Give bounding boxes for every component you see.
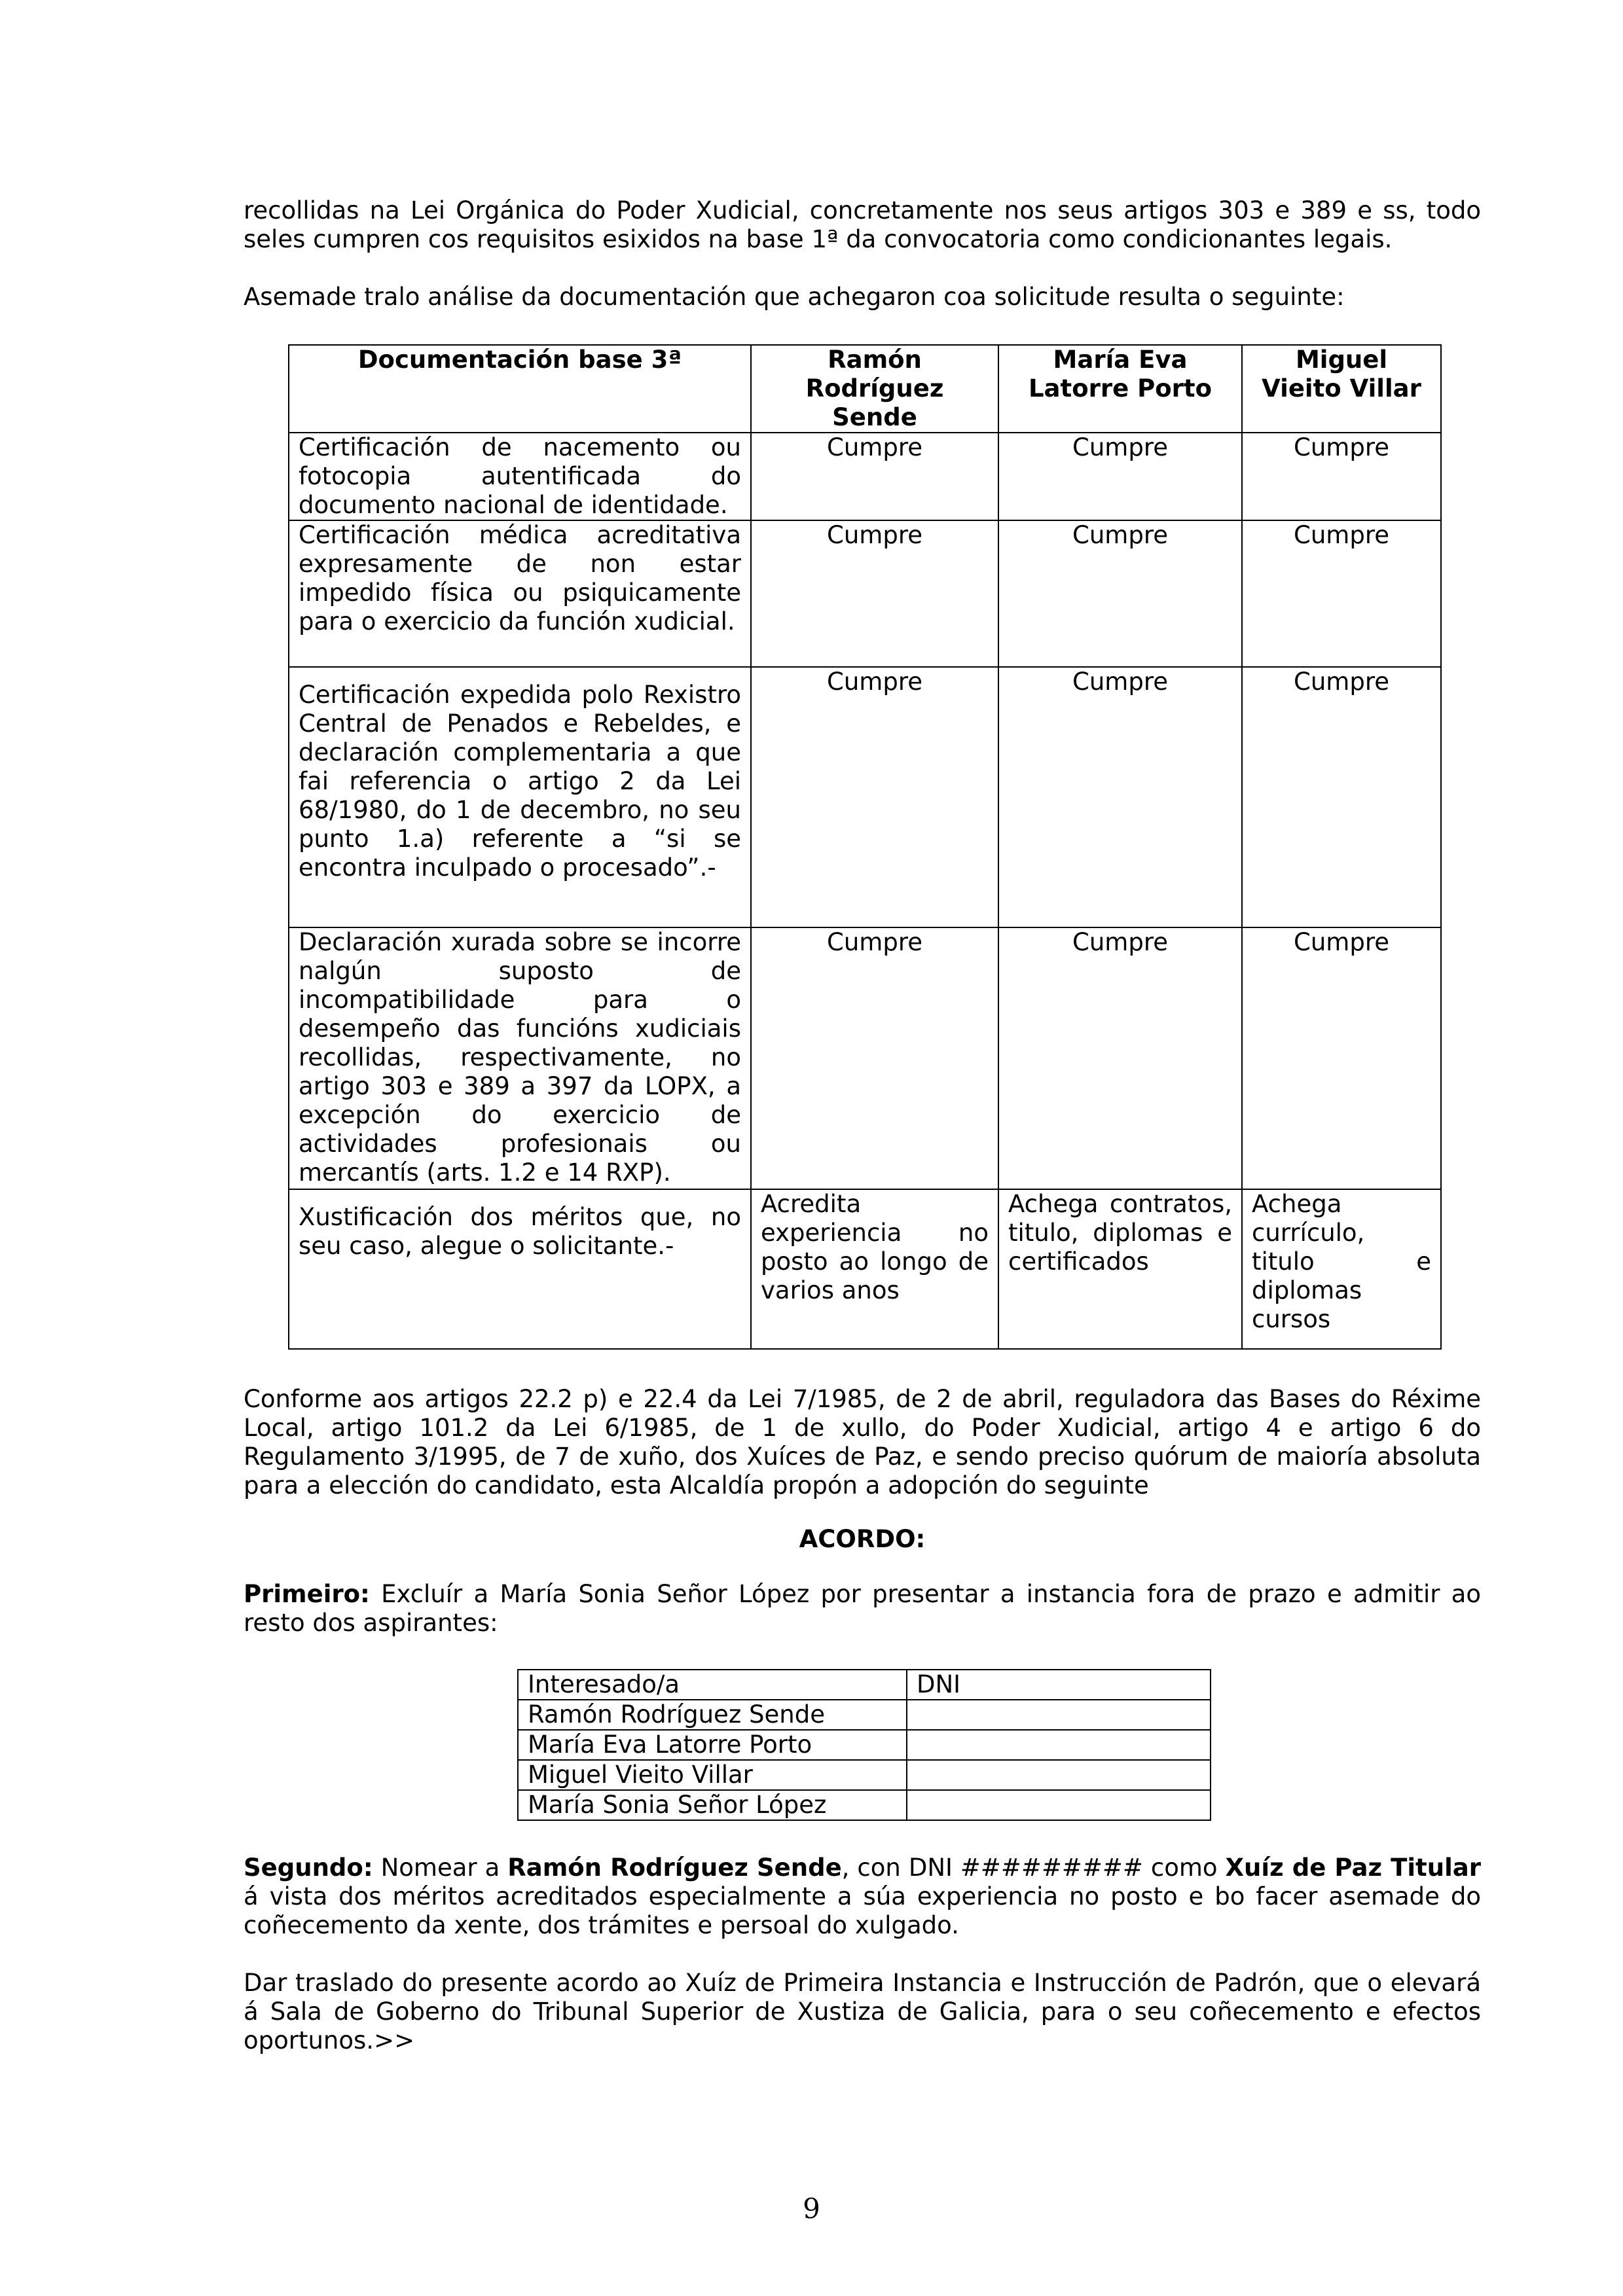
table-row [289,433,1441,520]
table-header-row [518,1670,1211,1700]
header-dni: DNI [907,1670,1211,1700]
status-cell: Cumpre [1242,433,1441,520]
header-candidate-3: Miguel Vieito Villar [1242,345,1441,433]
appointee-role: Xuíz de Paz Titular [1225,1854,1481,1882]
applicant-name: Ramón Rodríguez Sende [518,1700,907,1730]
applicant-name: Miguel Vieito Villar [518,1760,907,1790]
primeiro-label: Primeiro: [244,1580,370,1608]
table-row [289,667,1441,927]
merit-cell: Acredita experiencia no posto ao longo de varios anos [751,1189,998,1349]
documentation-table [288,344,1442,1350]
table-row [518,1790,1211,1820]
page-number: 9 [803,2193,820,2225]
table-row [518,1700,1211,1730]
segundo-paragraph [244,1854,1481,1940]
applicant-name: María Eva Latorre Porto [518,1730,907,1760]
analysis-paragraph: Asemade tralo análise da documentación que achegaron coa solicitude resulta o seguinte: [244,283,1345,311]
header-candidate-1: Ramón Rodríguez Sende [751,345,998,433]
doc-cell: Certificación de nacemento ou fotocopia autentificada do documento nacional de identidade. [289,433,751,520]
status-cell: Cumpre [998,433,1242,520]
acordo-heading: ACORDO: [799,1525,926,1553]
doc-cell: Certificación expedida polo Rexistro Central de Penados e Rebeldes, e declaración complementaria a que fai referencia o artigo 2 da Lei 68/1980, do 1 de decembro, no seu punto 1.a) referente a “si se encontra inculpado o procesado”.- [289,667,751,927]
doc-cell: Certificación médica acreditativa expresamente de non estar impedido física ou psiquicamente para o exercicio da función xudicial. [289,520,751,667]
primeiro-text: Excluír a María Sonia Señor López por presentar a instancia fora de prazo e admitir ao resto dos aspirantes: [244,1580,1481,1637]
applicant-dni [907,1730,1211,1760]
segundo-label: Segundo: [244,1854,373,1882]
segundo-text-3: á vista dos méritos acreditados especialmente a súa experiencia no posto e bo facer asemade do coñecemento da xente, dos trámites e persoal do xulgado. [244,1882,1481,1939]
status-cell: Cumpre [751,927,998,1189]
status-cell: Cumpre [998,667,1242,927]
closing-suffix: >> [374,2026,415,2054]
status-cell: Cumpre [1242,927,1441,1189]
status-cell: Cumpre [751,520,998,667]
doc-cell: Xustificación dos méritos que, no seu caso, alegue o solicitante.- [289,1189,751,1349]
appointee-name: Ramón Rodríguez Sende [507,1854,842,1882]
closing-paragraph [244,1969,1481,2055]
segundo-text-2: , con DNI ######### como [841,1854,1226,1882]
merit-cell: Achega contratos, titulo, diplomas e certificados [998,1189,1242,1349]
table-row [289,520,1441,667]
primeiro-paragraph [244,1580,1481,1638]
segundo-text-1: Nomear a [373,1854,508,1882]
doc-cell: Declaración xurada sobre se incorre nalgún suposto de incompatibilidade para o desempeño das funcións xudiciais recollidas, respectivamente, no artigo 303 e 389 a 397 da LOPX, a excepción do exercicio de actividades profesionais ou mercantís (arts. 1.2 e 14 RXP). [289,927,751,1189]
applicants-table [517,1669,1211,1821]
conforme-paragraph: Conforme aos artigos 22.2 p) e 22.4 da Lei 7/1985, de 2 de abril, reguladora das Bases do Réxime Local, artigo 101.2 da Lei 6/1985, de 1 de xullo, do Poder Xudicial, artigo 4 e artigo 6 do Regulamento 3/1995, de 7 de xuño, dos Xuíces de Paz, e sendo preciso quórum de maioría absoluta para a elección do candidato, esta Alcaldía propón a adopción do seguinte [244,1385,1481,1499]
applicant-dni [907,1700,1211,1730]
merit-cell: Achega currículo, titulo e diplomas cursos [1242,1189,1441,1349]
status-cell: Cumpre [1242,667,1441,927]
table-row [289,1189,1441,1349]
applicant-dni [907,1790,1211,1820]
header-documentation: Documentación base 3ª [289,345,751,433]
table-row [289,927,1441,1189]
table-row [518,1760,1211,1790]
table-row [518,1730,1211,1760]
status-cell: Cumpre [1242,520,1441,667]
header-candidate-2: María Eva Latorre Porto [998,345,1242,433]
applicant-dni [907,1760,1211,1790]
intro-paragraph: recollidas na Lei Orgánica do Poder Xudicial, concretamente nos seus artigos 303 e 389 e ss, todo seles cumpren cos requisitos esixidos na base 1ª da convocatoria como condicionantes legais. [244,196,1481,253]
status-cell: Cumpre [998,927,1242,1189]
header-interesado: Interesado/a [518,1670,907,1700]
status-cell: Cumpre [751,667,998,927]
table-header-row [289,345,1441,433]
document-page [244,196,1481,2055]
closing-text: Dar traslado do presente acordo ao Xuíz de Primeira Instancia e Instrucción de Padrón, que o elevará á Sala de Goberno do Tribunal Superior de Xustiza de Galicia, para o seu coñecemento e efectos oportunos. [244,1969,1481,2054]
status-cell: Cumpre [751,433,998,520]
applicant-name: María Sonia Señor López [518,1790,907,1820]
status-cell: Cumpre [998,520,1242,667]
